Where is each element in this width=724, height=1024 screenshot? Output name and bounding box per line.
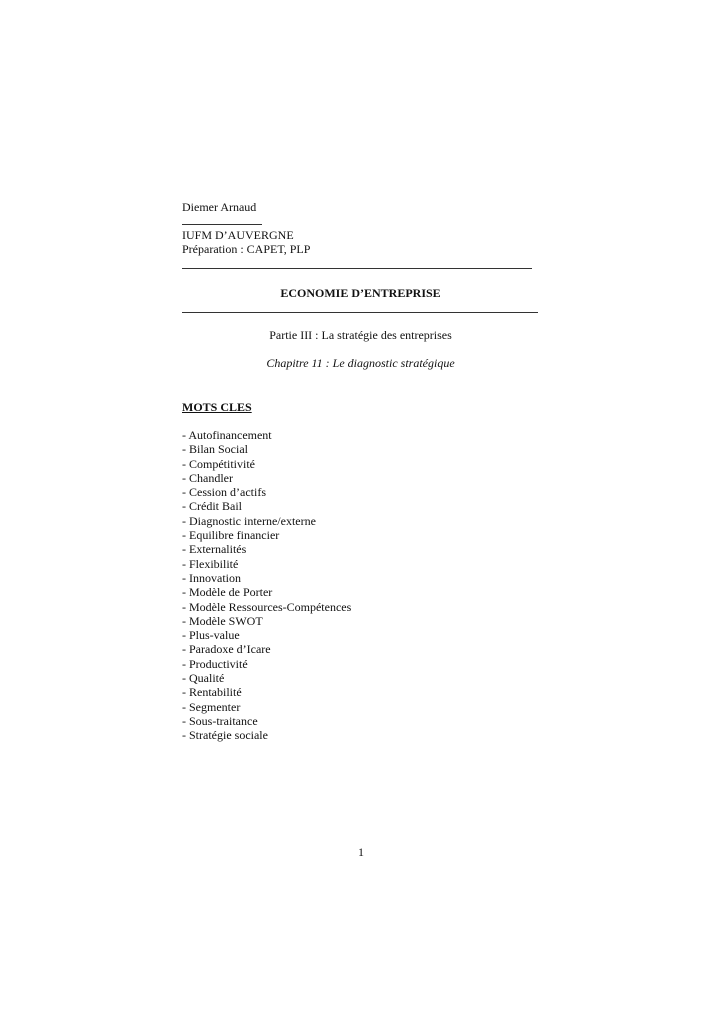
keyword-item: - Cession d’actifs bbox=[182, 485, 266, 500]
keyword-item: - Modèle Ressources-Compétences bbox=[182, 599, 352, 614]
keywords-list bbox=[182, 428, 351, 743]
preparation-line: Préparation : CAPET, PLP bbox=[182, 242, 311, 256]
author-name: Diemer Arnaud bbox=[182, 200, 257, 214]
keyword-item: - Rentabilité bbox=[182, 685, 242, 700]
part-title: Partie III : La stratégie des entreprises bbox=[269, 328, 452, 342]
keyword-item: - Innovation bbox=[182, 570, 241, 585]
title-separator bbox=[182, 312, 538, 313]
keyword-item: - Diagnostic interne/externe bbox=[182, 513, 316, 528]
keyword-item: - Chandler bbox=[182, 470, 233, 485]
keyword-item: - Externalités bbox=[182, 542, 247, 557]
keyword-item: - Plus-value bbox=[182, 628, 240, 643]
header-separator bbox=[182, 268, 532, 269]
page-number: 1 bbox=[358, 845, 364, 859]
keyword-item: - Paradoxe d’Icare bbox=[182, 642, 271, 657]
keywords-heading: MOTS CLES bbox=[182, 400, 252, 414]
keyword-item: - Segmenter bbox=[182, 699, 241, 714]
keyword-item: - Modèle de Porter bbox=[182, 585, 273, 600]
keyword-item: - Stratégie sociale bbox=[182, 728, 268, 743]
keyword-item: - Crédit Bail bbox=[182, 499, 242, 514]
keyword-item: - Bilan Social bbox=[182, 442, 248, 457]
keyword-item: - Modèle SWOT bbox=[182, 613, 263, 628]
keyword-item: - Autofinancement bbox=[182, 428, 272, 442]
author-underline bbox=[182, 224, 262, 225]
keyword-item: - Compétitivité bbox=[182, 456, 255, 471]
document-title: ECONOMIE D’ENTREPRISE bbox=[280, 286, 441, 300]
keyword-item: - Productivité bbox=[182, 656, 248, 671]
keyword-item: - Sous-traitance bbox=[182, 713, 258, 728]
keyword-item: - Qualité bbox=[182, 671, 225, 686]
institution-name: IUFM D’AUVERGNE bbox=[182, 228, 294, 242]
chapter-title: Chapitre 11 : Le diagnostic stratégique bbox=[266, 356, 455, 370]
keyword-item: - Equilibre financier bbox=[182, 528, 280, 543]
keyword-item: - Flexibilité bbox=[182, 556, 239, 571]
